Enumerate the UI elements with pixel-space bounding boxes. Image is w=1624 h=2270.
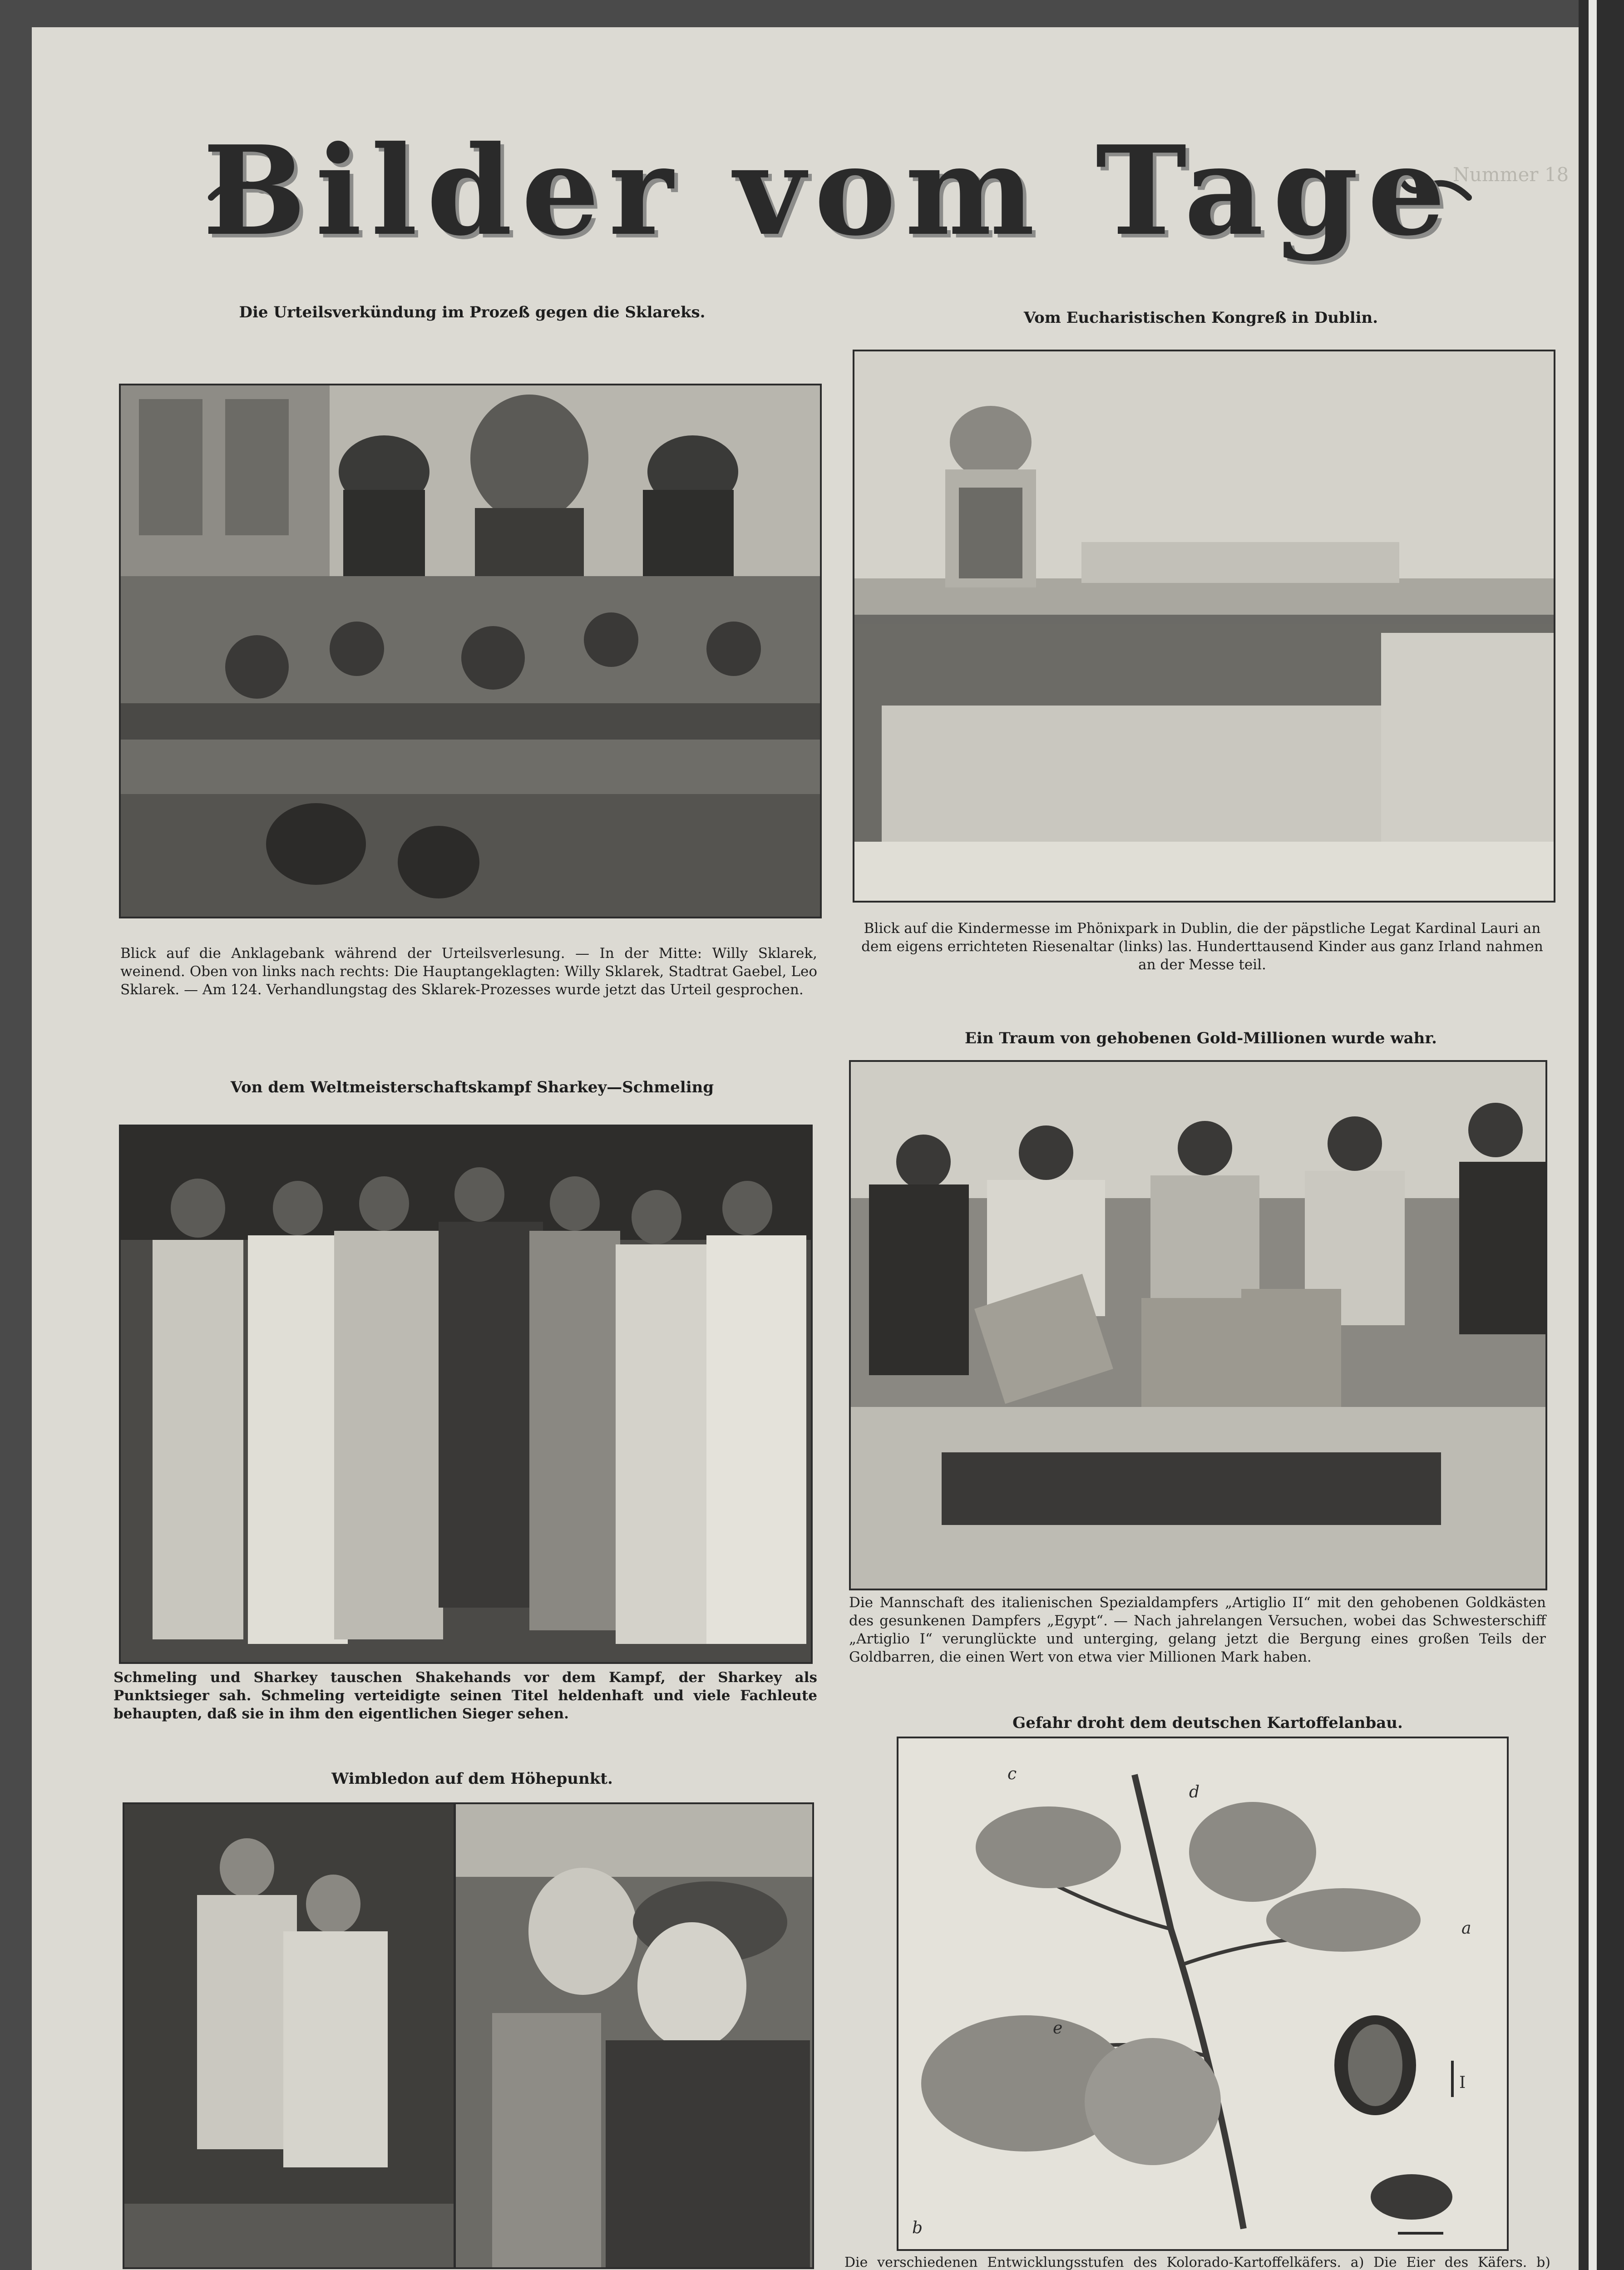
- boxing-photo: [119, 1125, 813, 1664]
- wimbledon-headline: Wimbledon auf dem Höhepunkt.: [331, 1770, 613, 1788]
- beetle-scale-label: I: [1459, 2073, 1466, 2092]
- beetle-caption: Die verschiedenen Entwicklungsstufen des Kolorado-Kartoffelkäfers. a) Die Eier des Käfers. b): [844, 2255, 1550, 2270]
- binding-edge: [1579, 0, 1624, 2270]
- dublin-photo: [853, 350, 1555, 903]
- beetle-headline: Gefahr droht dem deutschen Kartoffelanbau.: [1012, 1714, 1403, 1732]
- gold-headline: Ein Traum von gehobenen Gold-Millionen wurde wahr.: [965, 1029, 1437, 1047]
- sklarek-headline: Die Urteilsverkündung im Prozeß gegen die Sklareks.: [239, 303, 706, 321]
- beetle-label-d: d: [1189, 1783, 1200, 1801]
- beetle-label-e: e: [1053, 2019, 1063, 2038]
- gold-caption: Die Mannschaft des italienischen Spezialdampfers „Artiglio II“ mit den gehobenen Goldkästen des gesunkenen Dampfers „Egypt“. — Nach jahrelangen Versuchen, wobei das Schwesterschiff „Artiglio I“ verunglückte und unterging, gelang jetzt die Bergung eines großen Teils der Goldbarren, die einen Wert von etwa vier Millionen Mark haben.: [849, 1594, 1546, 1665]
- beetle-label-a: a: [1461, 1919, 1471, 1938]
- dublin-headline: Vom Eucharistischen Kongreß in Dublin.: [1023, 309, 1378, 327]
- beetle-label-b: b: [912, 2219, 923, 2237]
- bleed-issue-number: Nummer 18: [1453, 163, 1569, 186]
- beetle-label-c: c: [1007, 1765, 1017, 1783]
- boxing-headline: Von dem Weltmeisterschaftskampf Sharkey—Schmeling: [230, 1078, 714, 1096]
- wimbledon-photo-right: [454, 1802, 814, 2269]
- dublin-caption: Blick auf die Kindermesse im Phönixpark in Dublin, die der päpstliche Legat Kardinal Lauri an dem eigens errichteten Riesenaltar (links) las. Hunderttausend Kinder aus ganz Irland nahmen an der Messe teil.: [861, 920, 1543, 973]
- beetle-illustration: [897, 1737, 1509, 2251]
- boxing-caption: Schmeling und Sharkey tauschen Shakehands vor dem Kampf, der Sharkey als Punktsieger sah. Schmeling verteidigte seinen Titel heldenhaft und viele Fachleute behaupten, daß sie in ihm den eigentlichen Sieger sehen.: [114, 1669, 817, 1722]
- masthead-title: Bilder vom Tage: [202, 118, 1455, 263]
- wimbledon-photo-left: [123, 1802, 455, 2269]
- sklarek-caption: Blick auf die Anklagebank während der Urteilsverlesung. — In der Mitte: Willy Sklarek, weinend. Oben von links nach rechts: Die Hauptangeklagten: Willy Sklarek, Stadtrat Gaebel, Leo Sklarek. — Am 124. Verhandlungstag des Sklarek-Prozesses wurde jetzt das Urteil gesprochen.: [120, 945, 817, 998]
- binding-strip: [1589, 0, 1597, 2270]
- gold-photo: [849, 1060, 1547, 1590]
- sklarek-photo: [119, 384, 822, 918]
- masthead: [182, 116, 1476, 266]
